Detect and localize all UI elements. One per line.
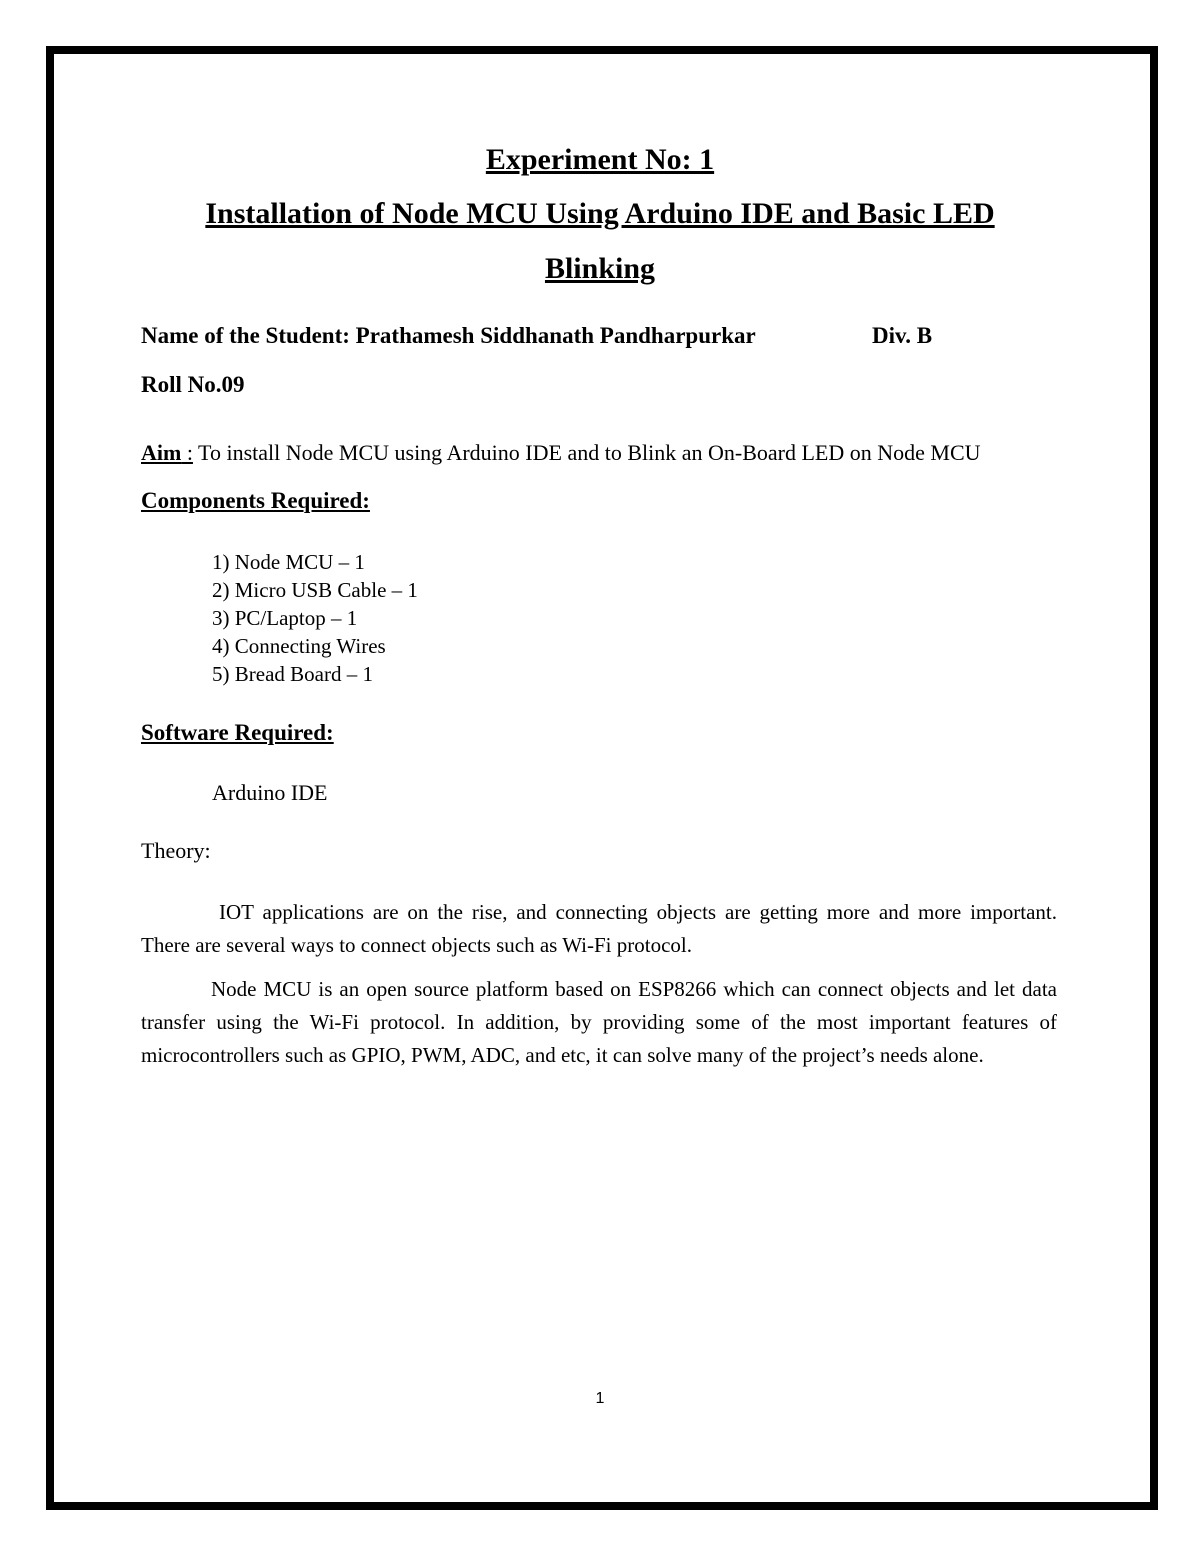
student-division: Div. B [872,323,933,348]
roll-number: Roll No.09 [141,372,245,397]
experiment-number: Experiment No: 1 [485,143,715,176]
theory-paragraph-1: IOT applications are on the rise, and connecting objects are getting more and more important. There are several ways to connect objects such as Wi-Fi protocol. [141,900,1057,957]
software-item: Arduino IDE [212,780,328,805]
theory-label: Theory: [141,838,211,863]
components-heading: Components Required: [141,488,370,513]
software-heading: Software Required: [141,720,334,745]
theory-paragraph-2: Node MCU is an open source platform based on ESP8266 which can connect objects and let data transfer using the Wi-Fi protocol. In addition, by providing some of the most important features of microcontrollers such as GPIO, PWM, ADC, and etc, it can solve many of the project’s needs alone. [141,977,1057,1067]
list-item: 3) PC/Laptop – 1 [212,606,358,630]
list-item: 5) Bread Board – 1 [212,662,373,686]
aim-label: Aim [141,440,182,465]
experiment-title-line2: Blinking [544,252,656,285]
student-name: Name of the Student: Prathamesh Siddhanath Pandharpurkar [141,323,756,348]
page-number: 1 [595,1390,605,1407]
list-item: 4) Connecting Wires [212,634,386,658]
list-item: 1) Node MCU – 1 [212,550,365,574]
aim-separator: : [181,440,193,465]
aim-line [141,440,981,466]
aim-text: To install Node MCU using Arduino IDE and to Blink an On-Board LED on Node MCU [192,440,981,465]
components-list [212,548,418,688]
list-item: 2) Micro USB Cable – 1 [212,578,418,602]
experiment-title-line1: Installation of Node MCU Using Arduino IDE and Basic LED [205,197,995,230]
